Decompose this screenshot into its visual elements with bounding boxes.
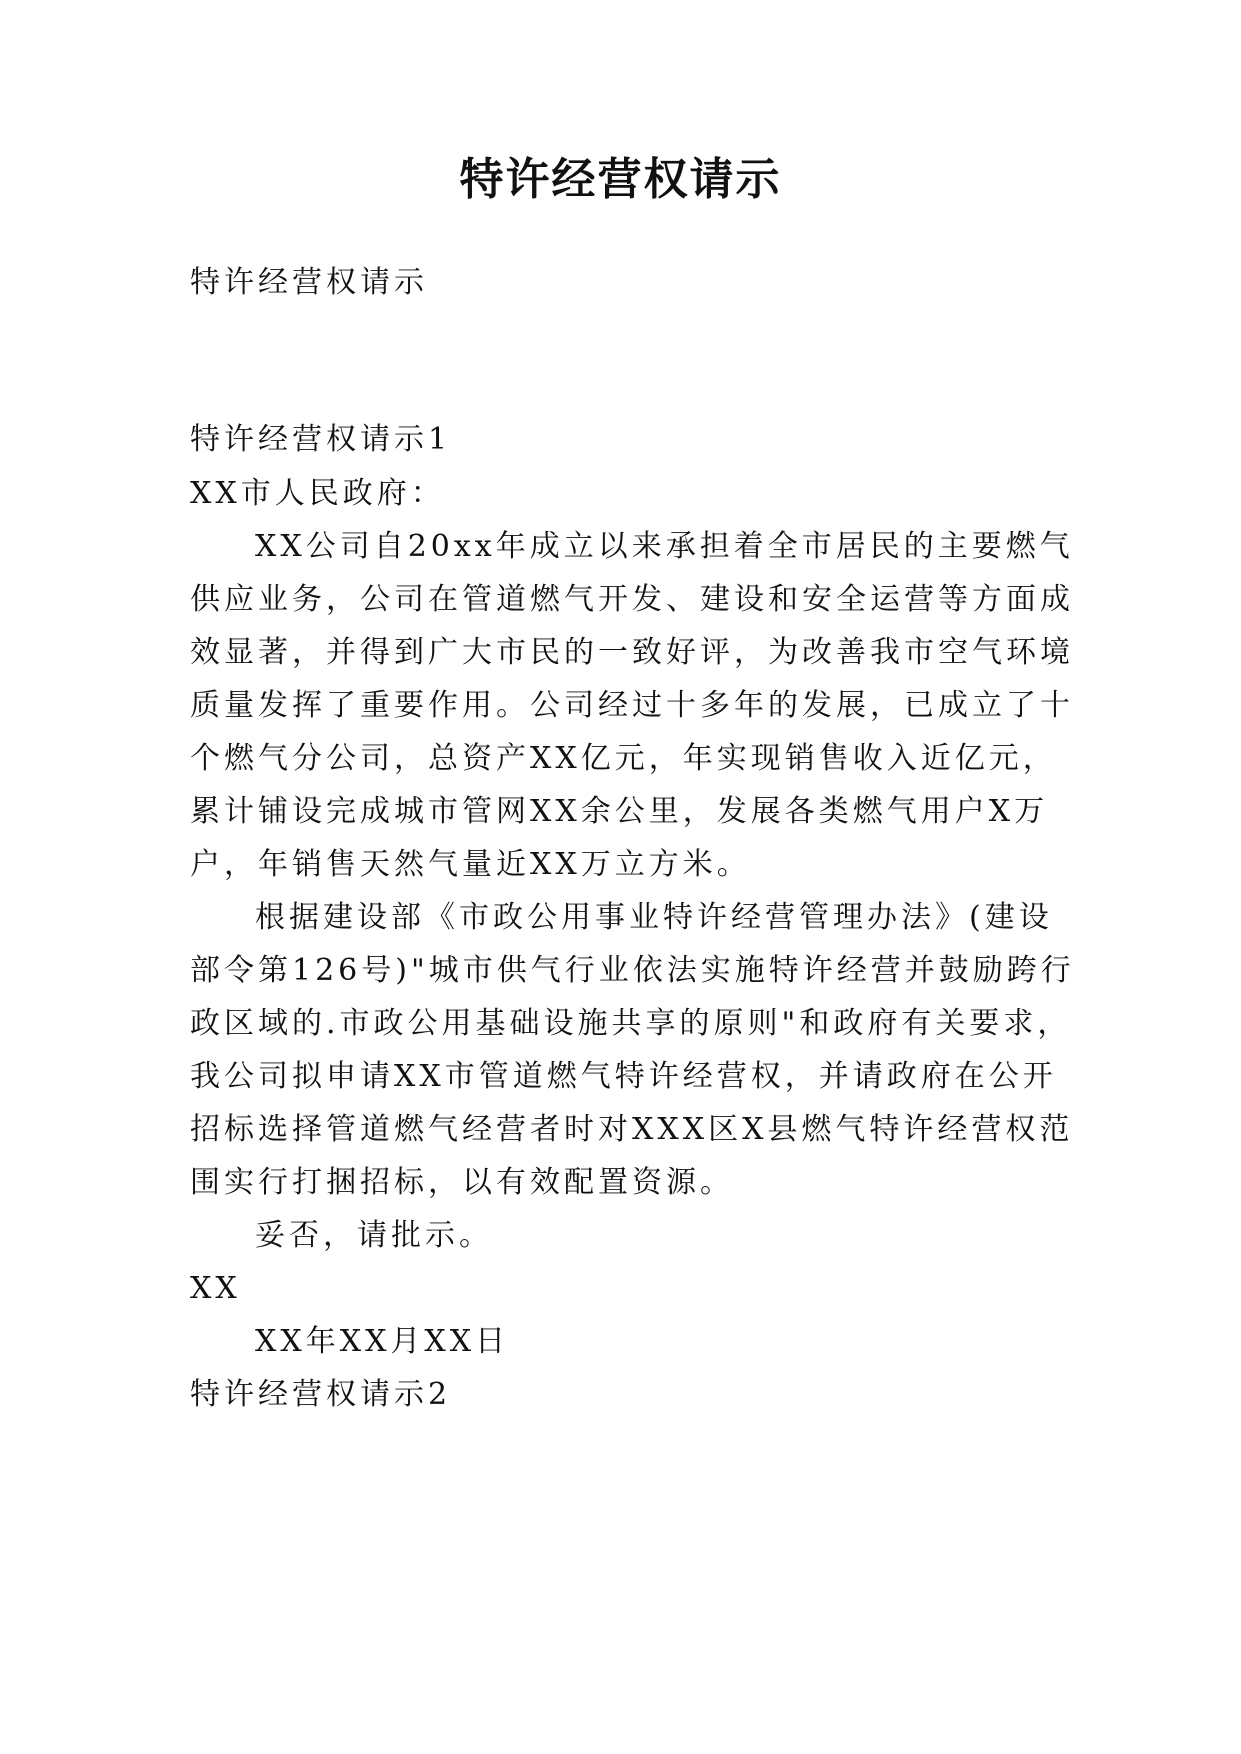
paragraph-2-line: 围实行打捆招标，以有效配置资源。 bbox=[190, 1165, 734, 1200]
paragraph-1-line: 个燃气分公司，总资产XX亿元，年实现销售收入近亿元， bbox=[190, 741, 1057, 776]
paragraph-2-line: 根据建设部《市政公用事业特许经营管理办法》(建设 bbox=[255, 900, 1053, 935]
paragraph-1-line: 质量发挥了重要作用。公司经过十多年的发展，已成立了十 bbox=[190, 688, 1074, 723]
paragraph-2-line: 部令第126号)"城市供气行业依法实施特许经营并鼓励跨行 bbox=[190, 953, 1075, 988]
document-subtitle: 特许经营权请示 bbox=[190, 265, 428, 300]
paragraph-2-line: 政区域的.市政公用基础设施共享的原则"和政府有关要求， bbox=[190, 1006, 1072, 1041]
paragraph-1-line: 供应业务，公司在管道燃气开发、建设和安全运营等方面成 bbox=[190, 582, 1074, 617]
signature: XX bbox=[190, 1271, 241, 1306]
document-date: XX年XX月XX日 bbox=[255, 1324, 510, 1359]
paragraph-1-line: 累计铺设完成城市管网XX余公里，发展各类燃气用户X万 bbox=[190, 794, 1049, 829]
closing-text: 妥否，请批示。 bbox=[255, 1218, 493, 1253]
paragraph-1-line: XX公司自20xx年成立以来承担着全市居民的主要燃气 bbox=[255, 529, 1074, 564]
paragraph-1-line: 户，年销售天然气量近XX万立方米。 bbox=[190, 847, 751, 882]
paragraph-2-line: 我公司拟申请XX市管道燃气特许经营权，并请政府在公开 bbox=[190, 1059, 1057, 1094]
paragraph-1-line: 效显著，并得到广大市民的一致好评，为改善我市空气环境 bbox=[190, 635, 1074, 670]
salutation: XX市人民政府： bbox=[190, 476, 445, 511]
paragraph-2-line: 招标选择管道燃气经营者时对XXX区X县燃气特许经营权范 bbox=[190, 1112, 1074, 1147]
section-heading-2: 特许经营权请示2 bbox=[190, 1377, 452, 1412]
document-title: 特许经营权请示 bbox=[459, 154, 782, 205]
section-heading-1: 特许经营权请示1 bbox=[190, 422, 452, 457]
